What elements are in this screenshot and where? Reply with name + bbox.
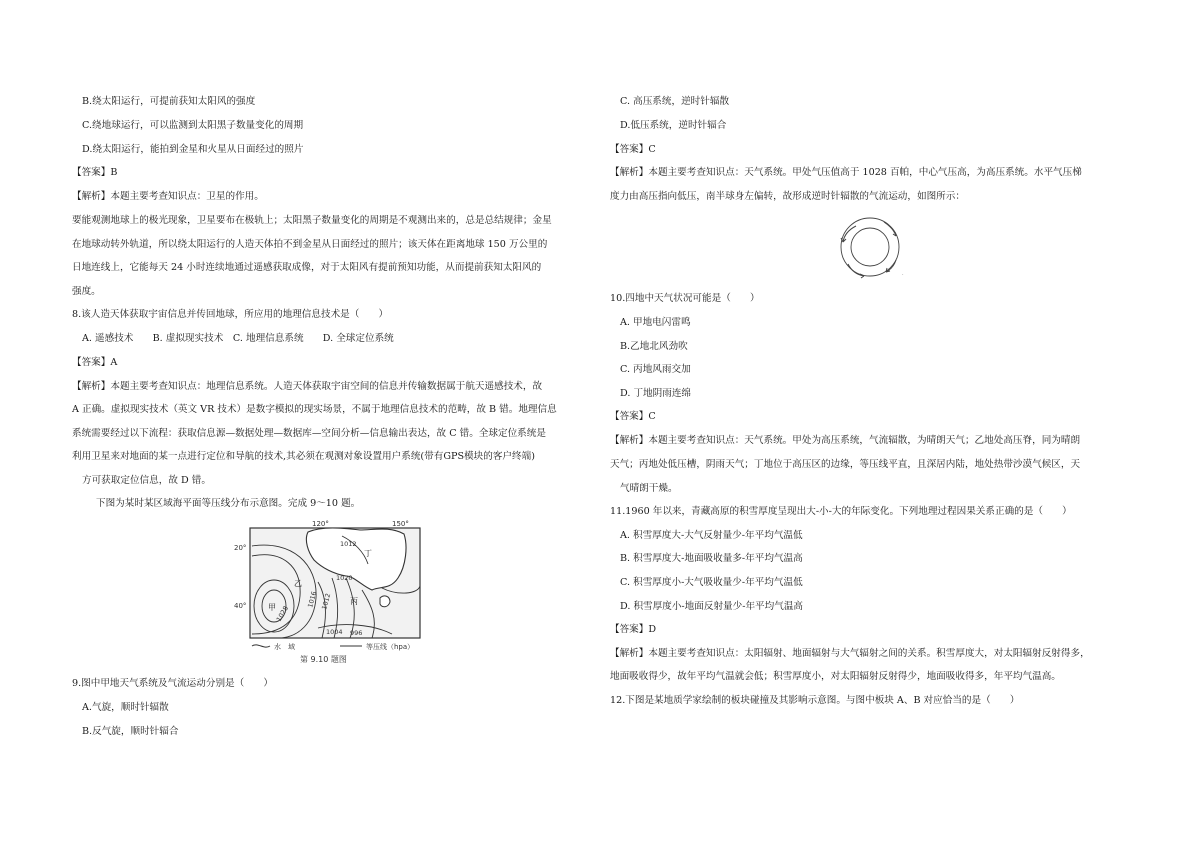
figure-caption: 第 9.10 题图 [300, 655, 347, 664]
intro-9-10: 下图为某时某区域海平面等压线分布示意图。完成 9～10 题。 [96, 498, 361, 509]
legend-isobar-label: 等压线（hpa） [366, 643, 415, 651]
q8-answer: 【答案】A [72, 357, 118, 368]
q7-answer: 【答案】B [72, 167, 118, 178]
isobar-map-figure [222, 516, 432, 666]
q8-stem: 8.该人造天体获取宇宙信息并传回地球，所应用的地理信息技术是（ ） [72, 309, 389, 320]
q7-analysis-line-4: 日地连线上，它能每天 24 小时连续地通过遥感获取成像，对于太阳风有提前预知功能，从而提前获知太阳风的 [72, 262, 542, 273]
lon-120-label: 120° [312, 520, 329, 528]
q11-stem: 11.1960 年以来，青藏高原的积雪厚度呈现出大-小-大的年际变化。下列地理过程因果关系正确的是（ ） [610, 506, 1072, 517]
q7-analysis-line-2: 要能观测地球上的极光现象，卫星要布在极轨上；太阳黑子数量变化的周期是不观测出来的，总是总结规律；金星 [72, 215, 552, 226]
q7-option-d: D.绕太阳运行，能拍到金星和火星从日面经过的照片 [82, 144, 304, 155]
q8-analysis-line-1: 【解析】本题主要考查知识点：地理信息系统。人造天体获取宇宙空间的信息并传输数据属于航天遥感技术，故 [72, 381, 543, 392]
lat-20-label: 20° [234, 544, 247, 552]
isobar-1004-label: 1004 [326, 628, 343, 636]
q9-option-a: A.气旋，顺时针辐散 [82, 702, 169, 713]
q7-analysis-line-1: 【解析】本题主要考查知识点：卫星的作用。 [72, 191, 264, 202]
isobar-1012-top-label: 1012 [340, 540, 357, 548]
q12-stem: 12.下图是某地质学家绘制的板块碰撞及其影响示意图。与图中板块 A、B 对应恰当的是（ ） [610, 695, 1020, 706]
q10-answer: 【答案】C [610, 411, 656, 422]
q9-option-d: D.低压系统，逆时针辐合 [620, 120, 727, 131]
q10-option-c: C. 丙地风雨交加 [620, 364, 691, 375]
q8-analysis-line-5: 方可获取定位信息，故 D 错。 [82, 475, 211, 486]
q8-analysis-line-3: 系统需要经过以下流程：获取信息源—数据处理—数据库—空间分析—信息输出表达，故 C 错。全球定位系统是 [72, 428, 546, 439]
q8-analysis-line-4: 利用卫星来对地面的某一点进行定位和导航的技术,其必须在观测对象设置用户系统(带有GPS模块的客户终端) [72, 451, 535, 462]
q7-analysis-line-5: 强度。 [72, 286, 101, 297]
isobar-map [222, 516, 432, 666]
label-jia: 甲 [268, 603, 276, 612]
q8-options: A. 遥感技术 B. 虚拟现实技术 C. 地理信息系统 D. 全球定位系统 [82, 333, 394, 344]
q10-analysis-line-2: 天气；丙地处低压槽，阴雨天气；丁地位于高压区的边缘，等压线平直，且深居内陆，地处热带沙漠气候区，天 [610, 459, 1081, 470]
q7-analysis-line-3: 在地球动转外轨道，所以绕太阳运行的人造天体拍不到金星从日面经过的照片；该天体在距离地球 150 万公里的 [72, 239, 548, 250]
q11-option-d: D. 积雪厚度小-地面反射量少-年平均气温高 [620, 601, 804, 612]
q9-option-c: C. 高压系统，逆时针辐散 [620, 96, 730, 107]
label-bing: 丙 [350, 597, 358, 606]
q9-analysis-line-2: 度力由高压指向低压，南半球身左偏转，故形成逆时针辐散的气流运动，如图所示： [610, 191, 965, 202]
q7-option-b: B.绕太阳运行，可提前获知太阳风的强度 [82, 96, 256, 107]
q10-option-d: D. 丁地阴雨连绵 [620, 388, 692, 399]
q10-analysis-line-3: 气晴朗干燥。 [620, 483, 678, 494]
q9-analysis-line-1: 【解析】本题主要考查知识点：天气系统。甲处气压值高于 1028 百帕，中心气压高，为高压系统。水平气压梯 [610, 167, 1082, 178]
isobar-1012-label: 1012 [320, 592, 333, 611]
q7-option-c: C.绕地球运行，可以监测到太阳黑子数量变化的周期 [82, 120, 304, 131]
anticyclone-diagram [836, 214, 908, 280]
q10-analysis-line-1: 【解析】本题主要考查知识点：天气系统。甲处为高压系统，气流辐散，为晴朗天气；乙地处高压脊，同为晴朗 [610, 435, 1081, 446]
anticyclone-circles [836, 214, 908, 280]
q9-stem: 9.图中甲地天气系统及气流运动分别是（ ） [72, 678, 274, 689]
q11-option-c: C. 积雪厚度小-大气吸收量少-年平均气温低 [620, 577, 803, 588]
q8-analysis-line-2: A 正确。虚拟现实技术（英文 VR 技术）是数字模拟的现实场景，不属于地理信息技术的范畴，故 B 错。地理信息 [72, 404, 557, 415]
legend-water-symbol [252, 645, 270, 647]
isobar-1016-label: 1016 [306, 590, 319, 609]
q9-answer: 【答案】C [610, 144, 656, 155]
isobar-1028-label: 1028 [274, 604, 291, 623]
isobar-1020-label: 1020 [336, 574, 353, 582]
lat-40-label: 40° [234, 602, 247, 610]
legend-water-label: 水 域 [274, 643, 295, 651]
island-outline [380, 596, 390, 607]
q11-analysis-line-1: 【解析】本题主要考查知识点：太阳辐射、地面辐射与大气辐射之间的关系。积雪厚度大，对太阳辐射反射得多， [610, 648, 1090, 659]
label-yi: 乙 [294, 579, 302, 588]
q10-option-b: B.乙地北风劲吹 [620, 341, 688, 352]
q11-option-a: A. 积雪厚度大-大气反射量少-年平均气温低 [620, 530, 803, 541]
q10-stem: 10.四地中天气状况可能是（ ） [610, 293, 760, 304]
q11-analysis-line-2: 地面吸收得少，故年平均气温就会低；积雪厚度小，对太阳辐射反射得少，地面吸收得多，年平均气温高。 [610, 671, 1061, 682]
isobar-996-label: 996 [350, 629, 363, 637]
svg-text:·: · [902, 272, 904, 278]
lon-150-label: 150° [392, 520, 409, 528]
q11-answer: 【答案】D [610, 624, 657, 635]
label-ding: 丁 [364, 549, 372, 558]
q10-option-a: A. 甲地电闪雷鸣 [620, 317, 691, 328]
q9-option-b: B.反气旋，顺时针辐合 [82, 726, 179, 737]
q11-option-b: B. 积雪厚度大-地面吸收量多-年平均气温高 [620, 553, 803, 564]
